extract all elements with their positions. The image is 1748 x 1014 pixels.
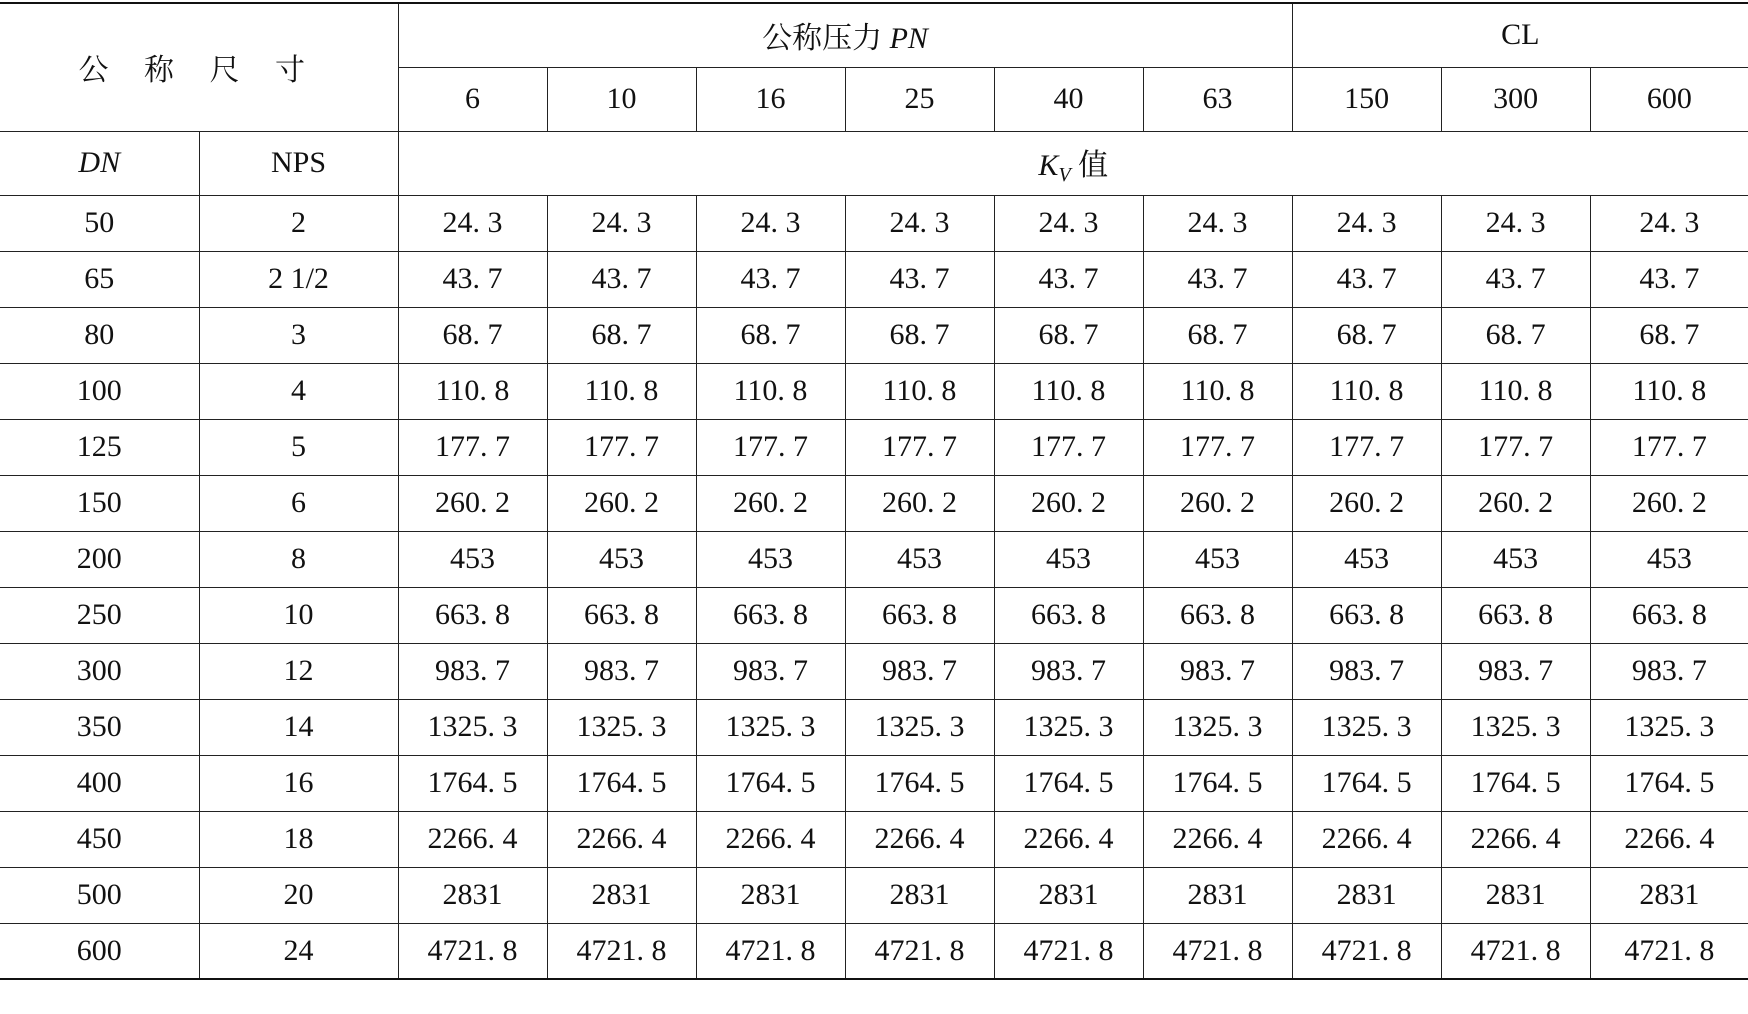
kv-cell: 260. 2	[994, 475, 1143, 531]
nps-cell: 5	[199, 419, 398, 475]
kv-value-table	[0, 2, 1748, 980]
kv-cell: 2831	[1441, 867, 1590, 923]
table-row	[0, 699, 1748, 755]
kv-cell: 2831	[398, 867, 547, 923]
kv-cell: 110. 8	[1590, 363, 1748, 419]
kv-cell: 1764. 5	[1143, 755, 1292, 811]
pn-group-label: 公称压力	[762, 22, 883, 56]
kv-cell: 260. 2	[398, 475, 547, 531]
kv-cell: 1764. 5	[994, 755, 1143, 811]
cl-column-header: 600	[1590, 67, 1748, 131]
kv-cell: 24. 3	[1441, 195, 1590, 251]
kv-cell: 2266. 4	[1590, 811, 1748, 867]
kv-cell: 177. 7	[1590, 419, 1748, 475]
kv-cell: 110. 8	[845, 363, 994, 419]
kv-cell: 663. 8	[1292, 587, 1441, 643]
kv-cell: 2831	[994, 867, 1143, 923]
kv-cell: 43. 7	[1143, 251, 1292, 307]
kv-cell: 2266. 4	[547, 811, 696, 867]
kv-cell: 1325. 3	[696, 699, 845, 755]
kv-header	[398, 131, 1748, 195]
kv-cell: 983. 7	[398, 643, 547, 699]
nps-cell: 8	[199, 531, 398, 587]
dn-cell: 300	[0, 643, 199, 699]
kv-cell: 177. 7	[547, 419, 696, 475]
kv-cell: 43. 7	[994, 251, 1143, 307]
kv-cell: 2831	[1143, 867, 1292, 923]
dn-header: DN	[0, 131, 199, 195]
table-row	[0, 419, 1748, 475]
nps-header: NPS	[199, 131, 398, 195]
kv-cell: 2831	[696, 867, 845, 923]
kv-cell: 453	[994, 531, 1143, 587]
nps-cell: 10	[199, 587, 398, 643]
kv-cell: 68. 7	[696, 307, 845, 363]
kv-cell: 68. 7	[398, 307, 547, 363]
kv-cell: 453	[1441, 531, 1590, 587]
kv-cell: 4721. 8	[994, 923, 1143, 979]
kv-cell: 4721. 8	[696, 923, 845, 979]
kv-cell: 68. 7	[1590, 307, 1748, 363]
nps-cell: 3	[199, 307, 398, 363]
dn-cell: 80	[0, 307, 199, 363]
kv-cell: 24. 3	[994, 195, 1143, 251]
kv-cell: 260. 2	[696, 475, 845, 531]
table-row	[0, 195, 1748, 251]
dn-cell: 125	[0, 419, 199, 475]
kv-cell: 110. 8	[1292, 363, 1441, 419]
kv-cell: 177. 7	[398, 419, 547, 475]
kv-cell: 110. 8	[547, 363, 696, 419]
kv-cell: 260. 2	[845, 475, 994, 531]
nps-cell: 4	[199, 363, 398, 419]
kv-cell: 260. 2	[547, 475, 696, 531]
pn-column-header: 6	[398, 67, 547, 131]
header-row-3	[0, 131, 1748, 195]
table-row	[0, 867, 1748, 923]
nominal-size-header: 公 称 尺 寸	[0, 3, 398, 131]
dn-cell: 450	[0, 811, 199, 867]
kv-cell: 43. 7	[398, 251, 547, 307]
kv-cell: 177. 7	[696, 419, 845, 475]
kv-subscript: V	[1058, 163, 1071, 186]
kv-cell: 663. 8	[696, 587, 845, 643]
nps-cell: 2	[199, 195, 398, 251]
kv-cell: 1764. 5	[1292, 755, 1441, 811]
kv-cell: 1325. 3	[1441, 699, 1590, 755]
header-row-1	[0, 3, 1748, 67]
pn-column-header: 25	[845, 67, 994, 131]
table-row	[0, 363, 1748, 419]
dn-cell: 350	[0, 699, 199, 755]
kv-cell: 2266. 4	[398, 811, 547, 867]
kv-cell: 68. 7	[994, 307, 1143, 363]
kv-cell: 663. 8	[547, 587, 696, 643]
pn-symbol: PN	[889, 22, 928, 56]
kv-cell: 1764. 5	[845, 755, 994, 811]
kv-cell: 260. 2	[1143, 475, 1292, 531]
dn-cell: 50	[0, 195, 199, 251]
kv-cell: 24. 3	[1143, 195, 1292, 251]
table-row	[0, 755, 1748, 811]
kv-cell: 4721. 8	[845, 923, 994, 979]
kv-cell: 110. 8	[994, 363, 1143, 419]
kv-cell: 110. 8	[1143, 363, 1292, 419]
pn-group-header	[398, 3, 1292, 67]
kv-cell: 4721. 8	[398, 923, 547, 979]
cl-group-header: CL	[1292, 3, 1748, 67]
dn-cell: 200	[0, 531, 199, 587]
kv-cell: 2266. 4	[1292, 811, 1441, 867]
kv-cell: 983. 7	[1590, 643, 1748, 699]
kv-cell: 453	[398, 531, 547, 587]
kv-cell: 24. 3	[398, 195, 547, 251]
kv-cell: 110. 8	[1441, 363, 1590, 419]
kv-cell: 177. 7	[1292, 419, 1441, 475]
kv-cell: 260. 2	[1441, 475, 1590, 531]
table-row	[0, 811, 1748, 867]
kv-cell: 983. 7	[1292, 643, 1441, 699]
nps-cell: 12	[199, 643, 398, 699]
kv-cell: 663. 8	[994, 587, 1143, 643]
kv-cell: 24. 3	[696, 195, 845, 251]
kv-cell: 2831	[547, 867, 696, 923]
cl-column-header: 150	[1292, 67, 1441, 131]
kv-cell: 2266. 4	[696, 811, 845, 867]
kv-cell: 983. 7	[1441, 643, 1590, 699]
kv-cell: 110. 8	[696, 363, 845, 419]
kv-cell: 1325. 3	[994, 699, 1143, 755]
kv-cell: 4721. 8	[1441, 923, 1590, 979]
kv-cell: 663. 8	[398, 587, 547, 643]
kv-cell: 4721. 8	[547, 923, 696, 979]
kv-cell: 663. 8	[1441, 587, 1590, 643]
kv-cell: 4721. 8	[1590, 923, 1748, 979]
dn-cell: 400	[0, 755, 199, 811]
kv-cell: 24. 3	[547, 195, 696, 251]
kv-cell: 68. 7	[845, 307, 994, 363]
kv-cell: 2831	[1590, 867, 1748, 923]
kv-cell: 1764. 5	[398, 755, 547, 811]
kv-cell: 453	[1292, 531, 1441, 587]
kv-cell: 1764. 5	[696, 755, 845, 811]
kv-cell: 453	[1143, 531, 1292, 587]
dn-cell: 100	[0, 363, 199, 419]
nps-cell: 14	[199, 699, 398, 755]
kv-cell: 2831	[1292, 867, 1441, 923]
kv-cell: 24. 3	[1292, 195, 1441, 251]
kv-cell: 43. 7	[1292, 251, 1441, 307]
dn-cell: 150	[0, 475, 199, 531]
kv-cell: 1325. 3	[1590, 699, 1748, 755]
kv-cell: 1325. 3	[398, 699, 547, 755]
nps-cell: 16	[199, 755, 398, 811]
kv-cell: 1764. 5	[1590, 755, 1748, 811]
kv-cell: 43. 7	[696, 251, 845, 307]
kv-cell: 177. 7	[845, 419, 994, 475]
table-row	[0, 251, 1748, 307]
dn-cell: 600	[0, 923, 199, 979]
kv-cell: 1764. 5	[1441, 755, 1590, 811]
kv-cell: 4721. 8	[1143, 923, 1292, 979]
kv-cell: 68. 7	[1143, 307, 1292, 363]
kv-cell: 177. 7	[1441, 419, 1590, 475]
kv-symbol: K	[1038, 148, 1059, 182]
nps-cell: 20	[199, 867, 398, 923]
kv-cell: 24. 3	[845, 195, 994, 251]
nps-cell: 2 1/2	[199, 251, 398, 307]
kv-cell: 24. 3	[1590, 195, 1748, 251]
kv-cell: 1325. 3	[1292, 699, 1441, 755]
kv-cell: 110. 8	[398, 363, 547, 419]
nps-cell: 6	[199, 475, 398, 531]
kv-cell: 453	[845, 531, 994, 587]
kv-cell: 983. 7	[696, 643, 845, 699]
kv-cell: 260. 2	[1590, 475, 1748, 531]
kv-cell: 43. 7	[547, 251, 696, 307]
kv-cell: 663. 8	[1590, 587, 1748, 643]
kv-cell: 1325. 3	[1143, 699, 1292, 755]
kv-cell: 453	[547, 531, 696, 587]
pn-column-header: 10	[547, 67, 696, 131]
dn-cell: 65	[0, 251, 199, 307]
kv-suffix: 值	[1078, 148, 1109, 182]
kv-cell: 1325. 3	[845, 699, 994, 755]
kv-cell: 43. 7	[1441, 251, 1590, 307]
kv-cell: 2831	[845, 867, 994, 923]
kv-cell: 260. 2	[1292, 475, 1441, 531]
dn-cell: 500	[0, 867, 199, 923]
kv-cell: 4721. 8	[1292, 923, 1441, 979]
kv-cell: 2266. 4	[1143, 811, 1292, 867]
kv-cell: 2266. 4	[845, 811, 994, 867]
kv-cell: 2266. 4	[994, 811, 1143, 867]
kv-cell: 663. 8	[1143, 587, 1292, 643]
kv-cell: 68. 7	[1441, 307, 1590, 363]
table-row	[0, 643, 1748, 699]
table-row	[0, 475, 1748, 531]
kv-cell: 68. 7	[1292, 307, 1441, 363]
nps-cell: 18	[199, 811, 398, 867]
kv-cell: 177. 7	[1143, 419, 1292, 475]
nps-cell: 24	[199, 923, 398, 979]
pn-column-header: 40	[994, 67, 1143, 131]
kv-cell: 177. 7	[994, 419, 1143, 475]
kv-cell: 983. 7	[547, 643, 696, 699]
kv-cell: 663. 8	[845, 587, 994, 643]
pn-column-header: 63	[1143, 67, 1292, 131]
kv-cell: 1764. 5	[547, 755, 696, 811]
kv-cell: 68. 7	[547, 307, 696, 363]
dn-cell: 250	[0, 587, 199, 643]
table-row	[0, 307, 1748, 363]
kv-cell: 983. 7	[994, 643, 1143, 699]
kv-cell: 983. 7	[845, 643, 994, 699]
table-row	[0, 587, 1748, 643]
cl-column-header: 300	[1441, 67, 1590, 131]
pn-column-header: 16	[696, 67, 845, 131]
kv-cell: 43. 7	[1590, 251, 1748, 307]
kv-cell: 1325. 3	[547, 699, 696, 755]
kv-cell: 43. 7	[845, 251, 994, 307]
table-row	[0, 531, 1748, 587]
kv-cell: 453	[1590, 531, 1748, 587]
kv-cell: 983. 7	[1143, 643, 1292, 699]
kv-cell: 2266. 4	[1441, 811, 1590, 867]
table-row	[0, 923, 1748, 979]
kv-cell: 453	[696, 531, 845, 587]
